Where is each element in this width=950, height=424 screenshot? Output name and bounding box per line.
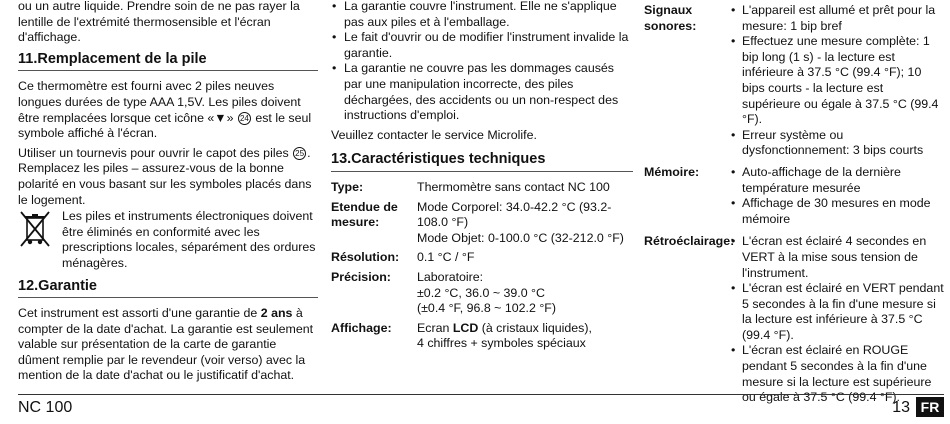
memory-item: • Auto-affichage de la dernière température mesurée bbox=[730, 165, 944, 196]
figure-ref-24: 24 bbox=[238, 112, 251, 125]
spec-label: Etendue de mesure: bbox=[331, 199, 398, 230]
warranty-text-b: à compter de la date d'achat. La garantie est seulement valable sur présentation de la carte de garantie dûment remplie par le revendeur (voir verso) avec la mention de la date d'achat ou le justificatif d'achat. bbox=[18, 306, 314, 383]
spec-value bbox=[417, 270, 633, 317]
backlight-item: • L'écran est éclairé en ROUGE pendant 5 secondes à la fin d'une mesure si la lecture est supérieure ou égale à 37.5 °C (99.4 °F). bbox=[730, 343, 944, 405]
signal-item: • Erreur système ou dysfonctionnement: 3 bips courts bbox=[730, 128, 944, 159]
page-number: 13 bbox=[892, 399, 910, 416]
section-11-number: 11. bbox=[18, 50, 38, 67]
range-body-mode: Mode Corporel: 34.0-42.2 °C (93.2-108.0 °F) bbox=[417, 199, 612, 230]
spec-row-backlight bbox=[644, 234, 944, 406]
spec-value: 0.1 °C / °F bbox=[417, 250, 475, 265]
precision-fahrenheit: (±0.4 °F, 96.8 ~ 102.2 °F) bbox=[417, 301, 556, 316]
battery-text-c: est le seul symbole affiché à l'écran. bbox=[18, 110, 312, 141]
figure-ref-25: 25 bbox=[293, 147, 306, 160]
warranty-bullet: • La garantie ne couvre pas les dommages causés par une manipulation incorrecte, des piles déchargées, des accidents ou un non-respect des instructions d'emploi. bbox=[331, 61, 633, 123]
spec-row-type bbox=[331, 180, 633, 196]
spec-label: Affichage: bbox=[331, 320, 392, 335]
warranty-duration: 2 ans bbox=[260, 306, 293, 321]
crossed-out-wheelie-bin-icon bbox=[18, 209, 52, 249]
column-1 bbox=[18, 0, 318, 384]
screwdriver-text-end: . bbox=[307, 145, 311, 160]
section-11-title: Remplacement de la pile bbox=[37, 50, 207, 67]
disposal-text: Les piles et instruments électroniques doivent être éliminés en conformité avec les prescriptions locales, séparément des ordures ménagères. bbox=[62, 209, 316, 270]
section-12-title: Garantie bbox=[38, 277, 98, 294]
warranty-bullet: • Le fait d'ouvrir ou de modifier l'instrument invalide la garantie. bbox=[331, 30, 633, 61]
battery-paragraph-3: Remplacez les piles – assurez-vous de la bonne polarité en vous basant sur les symboles placés dans le logement. bbox=[18, 161, 312, 207]
specs-table bbox=[331, 180, 633, 352]
footer-model: NC 100 bbox=[18, 399, 73, 416]
battery-text-a: Ce thermomètre est fourni avec 2 piles neuves longues durées de type AAA 1,5V. Les piles doivent être remplacées lorsque cet icône « bbox=[18, 79, 301, 125]
display-text-b: (à cristaux liquides), bbox=[478, 320, 592, 335]
backlight-item: • L'écran est éclairé en VERT pendant 5 secondes à la fin d'une mesure si la lecture est inférieure à 37.5 °C (99.4 °F). bbox=[730, 281, 944, 343]
warranty-bullets bbox=[331, 0, 633, 124]
column-3 bbox=[644, 0, 944, 406]
spec-label: Mémoire: bbox=[644, 164, 700, 179]
spec-row-resolution bbox=[331, 250, 633, 266]
display-lcd: LCD bbox=[452, 320, 479, 335]
spec-label: Résolution: bbox=[331, 250, 400, 265]
spec-row-memory bbox=[644, 165, 944, 227]
display-line-1 bbox=[417, 321, 633, 337]
warranty-bullet: • La garantie couvre l'instrument. Elle ne s'applique pas aux piles et à l'emballage. bbox=[331, 0, 633, 30]
backlight-item: • L'écran est éclairé 4 secondes en VERT à la mise sous tension de l'instrument. bbox=[730, 234, 944, 281]
display-line-2: 4 chiffres + symboles spéciaux bbox=[417, 336, 586, 351]
section-12-heading bbox=[18, 279, 318, 299]
screwdriver-text: Utiliser un tournevis pour ouvrir le capot des piles bbox=[18, 145, 293, 160]
battery-text-b: » bbox=[226, 110, 237, 125]
warranty-paragraph bbox=[18, 306, 318, 384]
section-13-heading bbox=[331, 152, 633, 172]
section-13-number: 13. bbox=[331, 151, 352, 168]
spec-label: Type: bbox=[331, 179, 364, 194]
precision-lab: Laboratoire: bbox=[417, 269, 484, 284]
section-13-title: Caractéristiques techniques bbox=[351, 151, 546, 168]
battery-paragraph-1 bbox=[18, 79, 318, 141]
spec-row-signals bbox=[644, 3, 944, 159]
contact-text: Veuillez contacter le service Microlife. bbox=[331, 127, 537, 142]
battery-low-symbol: ▼ bbox=[214, 110, 227, 125]
spec-label: Précision: bbox=[331, 269, 391, 284]
spec-row-range bbox=[331, 200, 633, 247]
spec-row-precision bbox=[331, 270, 633, 317]
spec-label: Rétroéclairage: bbox=[644, 234, 735, 249]
memory-list bbox=[730, 165, 944, 227]
signals-list bbox=[730, 3, 944, 159]
warranty-text-a: Cet instrument est assorti d'une garantie de bbox=[18, 306, 261, 321]
footer-divider bbox=[18, 394, 944, 395]
spec-value: Thermomètre sans contact NC 100 bbox=[417, 179, 610, 194]
display-text-a: Ecran bbox=[417, 320, 453, 335]
section-11-heading bbox=[18, 52, 318, 72]
section-12-number: 12. bbox=[18, 277, 39, 294]
spec-row-display bbox=[331, 321, 633, 352]
spec-value bbox=[417, 321, 633, 352]
disposal-notice bbox=[18, 209, 318, 271]
spec-value bbox=[417, 200, 633, 247]
range-object-mode: Mode Objet: 0-100.0 °C (32-212.0 °F) bbox=[417, 230, 624, 245]
signal-item: • Effectuez une mesure complète: 1 bip long (1 s) - la lecture est inférieure à 37.5 °C (99.4 °F); 10 bips courts - la lecture est supérieure ou égale à 37.5 °C (99.4 °F). bbox=[730, 34, 944, 128]
memory-item: • Affichage de 30 mesures en mode mémoire bbox=[730, 196, 944, 227]
language-badge: FR bbox=[916, 397, 944, 417]
precision-celsius: ±0.2 °C, 36.0 ~ 39.0 °C bbox=[417, 285, 545, 300]
spec-label: Signaux sonores: bbox=[644, 3, 697, 33]
battery-paragraph-2 bbox=[18, 146, 318, 162]
signal-item: • L'appareil est allumé et prêt pour la mesure: 1 bip bref bbox=[730, 3, 944, 34]
intro-text: ou un autre liquide. Prendre soin de ne pas rayer la lentille de l'extrémité thermosensible et l'écran d'affichage. bbox=[18, 0, 300, 45]
column-2 bbox=[331, 0, 633, 352]
backlight-list bbox=[730, 234, 944, 406]
